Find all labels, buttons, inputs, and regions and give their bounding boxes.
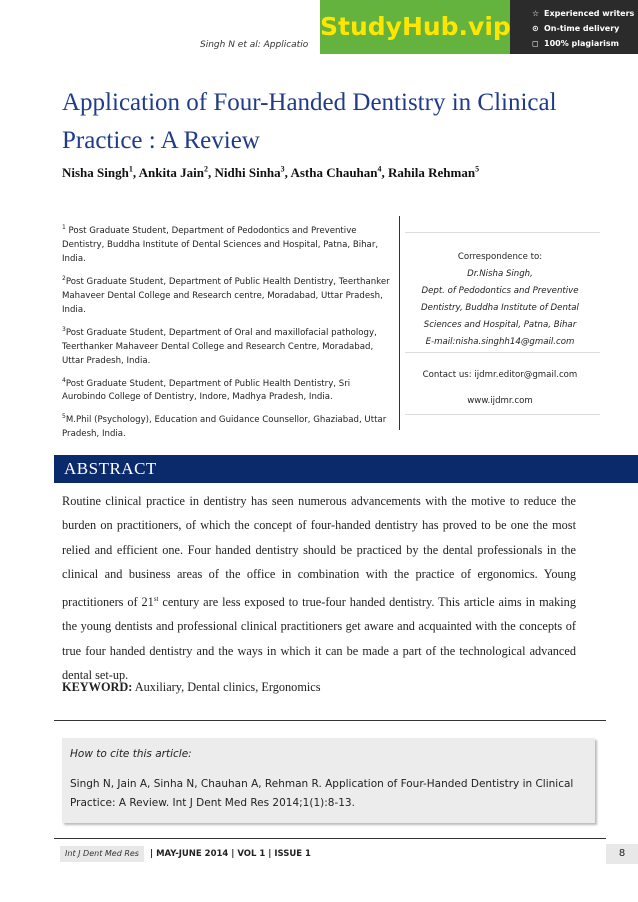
affiliation: $^4$Post Graduate Student, Department of Public Health Dentistry, Sri Aurobindo College of Dentistry, Indore, Madhya Pradesh, India. <box>62 376 351 403</box>
author: Nidhi Sinha$^3$, <box>214 165 291 181</box>
banner-feature-list <box>532 6 638 66</box>
contact-email[interactable]: Contact us: ijdmr.editor@gmail.com <box>422 370 578 380</box>
abstract-heading: ABSTRACT <box>64 459 157 478</box>
citation-heading: How to cite this article: <box>70 748 192 760</box>
banner-feature: ⊙ On-time delivery <box>532 21 638 36</box>
keyword-values: Auxiliary, Dental clinics, Ergonomics <box>132 680 321 694</box>
keyword-label: KEYWORD: <box>62 680 133 694</box>
correspondence-box <box>405 249 595 351</box>
author: Astha Chauhan$^4$, <box>290 165 389 181</box>
footer-issue: | MAY-JUNE 2014 | VOL 1 | ISSUE 1 <box>150 849 311 859</box>
banner-feature: ◻ 100% plagiarism free <box>532 36 638 66</box>
affiliation: $^1$ Post Graduate Student, Department of Pedodontics and Preventive Dentistry, Buddha Institute of Dental Sciences and Hospital, Patna, Bihar, India. <box>62 224 379 264</box>
star-icon: ☆ <box>532 9 540 18</box>
author: Rahila Rehman$^5$ <box>388 165 480 181</box>
citation-box <box>62 738 595 823</box>
author: Nisha Singh$^1$, <box>62 165 139 181</box>
abstract-text: Routine clinical practice in dentistry has seen numerous advancements with the motive to reduce the burden on practitioners, of which the concept of four-handed dentistry has proved to be one the most relied and efficient one. Four handed dentistry should be practiced by the dental professionals in the clinical and business areas of the office in combination with the practice of ergonomics. Young practitioners of 21st century are less exposed to true-four handed dentistry. This article aims in making the young dentists and professional clinical practitioners get aware and acquainted with the concepts of true four handed dentistry and the ways in which it can be made a part of the technological advanced dental set-up. <box>62 494 576 682</box>
clock-icon: ⊙ <box>532 24 539 33</box>
affiliation: $^5$M.Phil (Psychology), Education and Guidance Counsellor, Ghaziabad, Uttar Pradesh, India. <box>62 413 387 440</box>
abstract-heading-bar <box>54 455 638 483</box>
citation-text: Singh N, Jain A, Sinha N, Chauhan A, Rehman R. Application of Four-Handed Dentistry in Clinical Practice: A Review. Int J Dent Med Res 2014;1(1):8-13. <box>70 778 574 809</box>
website-link[interactable]: www.ijdmr.com <box>467 396 533 406</box>
studyhub-logo[interactable]: StudyHub.vip <box>320 0 510 54</box>
footer-rule <box>54 838 606 839</box>
document-icon: ◻ <box>532 39 539 48</box>
keywords <box>62 680 321 695</box>
footer-journal: Int J Dent Med Res <box>60 846 144 862</box>
affiliations <box>62 221 392 447</box>
correspondence-rule <box>405 414 600 415</box>
contact-box <box>405 362 595 414</box>
article-title: Application of Four-Handed Dentistry in Clinical Practice : A Review <box>62 89 557 154</box>
author-list <box>62 165 479 181</box>
correspondence-email[interactable]: E-mail:nisha.singhh14@gmail.com <box>425 337 575 347</box>
correspondence-rule <box>405 352 600 353</box>
correspondence-line: Sciences and Hospital, Patna, Bihar <box>423 320 577 330</box>
page-number: 8 <box>606 844 638 864</box>
author: Ankita Jain$^2$, <box>138 165 215 181</box>
correspondence-line: Dentistry, Buddha Institute of Dental <box>421 303 579 313</box>
column-divider <box>399 216 400 430</box>
running-head: Singh N et al: Applicatio <box>200 40 309 50</box>
affiliation: $^3$Post Graduate Student, Department of Oral and maxillofacial pathology, Teerthanker Mahaveer Dental College and Research Centre, Moradabad, Uttar Pradesh, India. <box>62 325 377 366</box>
correspondence-line: Dr.Nisha Singh, <box>467 269 533 279</box>
correspondence-rule <box>405 232 600 233</box>
section-rule <box>54 720 606 721</box>
studyhub-banner[interactable] <box>320 0 638 63</box>
correspondence-line: Dept. of Pedodontics and Preventive <box>421 286 579 296</box>
affiliation: $^2$Post Graduate Student, Department of Public Health Dentistry, Teerthanker Mahaveer Dental College and Research centre, Moradabad, Uttar Pradesh, India. <box>62 274 390 315</box>
banner-feature: ☆ Experienced writers <box>532 6 638 21</box>
correspondence-label: Correspondence to: <box>457 252 543 262</box>
